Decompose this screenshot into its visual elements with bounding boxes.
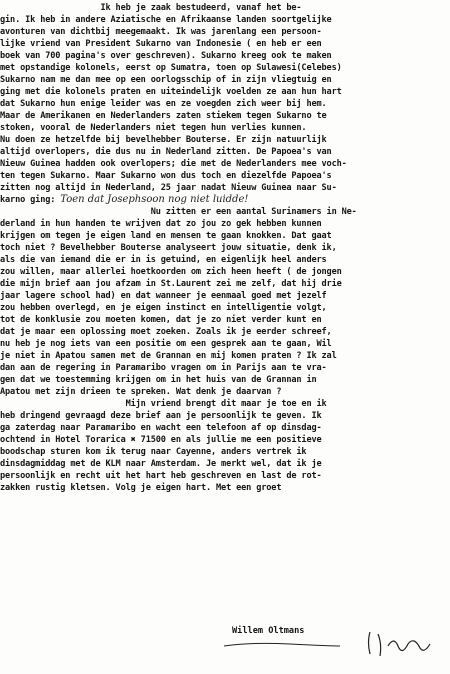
letter-line: toch niet ? Bevelhebber Bouterse analyseert jouw situatie, denk ik, [0, 243, 337, 253]
letter-line: nu heb je nog iets van een positie om een gesprek aan te gaan, Wil [0, 339, 332, 349]
letter-line: dinsdagmiddag met de KLM naar Amsterdam. Je merkt wel, dat ik je [0, 459, 322, 469]
letter-line: Nu zitten er een aantal Surinamers in Ne- [0, 207, 357, 217]
letter-line: ochtend in Hotel Torarica ✖ 71500 en als jullie me een positieve [0, 435, 322, 445]
letter-line: tot de konklusie zou moeten komen, dat je zo niet verder kunt en [0, 315, 322, 325]
letter-line: persoonlijk en recht uit het hart heb geschreven en last de rot- [0, 471, 322, 481]
letter-line: krijgen om tegen je eigen land en mensen te gaan knokken. Dat gaat [0, 231, 332, 241]
letter-line: met opstandige kolonels, eerst op Sumatra, toen op Sulawesi(Celebes) [0, 63, 342, 73]
letter-line: Sukarno nam me dan mee op een oorlogsschip of in zijn vliegtuig en [0, 75, 332, 85]
signature-name: Willem Oltmans [232, 626, 305, 636]
letter-line: zitten nog altijd in Nederland, 25 jaar nadat Nieuw Guinea naar Su- [0, 183, 337, 193]
letter-line: gin. Ik heb in andere Aziatische en Afrikaanse landen soortgelijke [0, 15, 332, 25]
letter-line: heb dringend gevraagd deze brief aan je persoonlijk te geven. Ik [0, 411, 322, 421]
letter-line: zou hebben overlegd, en je eigen instinct en intelligentie volgt, [0, 303, 327, 313]
letter-line: jaar lagere school had) en dat wanneer je eenmaal goed met jezelf [0, 291, 327, 301]
letter-line: ten tegen Sukarno. Maar Sukarno won dus toch en diezelfde Papoea's [0, 171, 332, 181]
letter-line: zakken rustig kletsen. Volg je eigen hart. Met een groet [0, 483, 282, 493]
letter-line: derland in hun handen te wrijven dat zo jou zo gek hebben kunnen [0, 219, 322, 229]
letter-line: boek van 700 pagina's over geschreven). Sukarno kreeg ook te maken [0, 51, 332, 61]
letter-line: boodschap sturen kom ik terug naar Cayenne, anders vertrek ik [0, 447, 307, 457]
typed-letter-body [0, 2, 450, 494]
letter-line: je niet in Apatou samen met de Grannan en mij komen praten ? Ik zal [0, 351, 337, 361]
letter-line: dan aan de regering in Paramaribo vragen om in Parijs aan te vra- [0, 363, 327, 373]
letter-line: Maar de Amerikanen en Nederlanders zaten stiekem tegen Sukarno te [0, 111, 327, 121]
letter-line: zou willen, maar allerlei hoetkoorden om zich heen heeft ( de jongen [0, 267, 342, 277]
letter-line: ga zaterdag naar Paramaribo en wacht een telefoon af op dinsdag- [0, 423, 322, 433]
letter-line [0, 194, 450, 206]
letter-line: Ik heb je zaak bestudeerd, vanaf het be- [0, 3, 302, 13]
letter-line: Mijn vriend brengt dit maar je toe en ik [0, 399, 327, 409]
letter-line: gen dat we toestemming krijgen om in het huis van de Grannan in [0, 375, 317, 385]
letter-line: ging met die kolonels praten en uiteindelijk voelden ze aan hun hart [0, 87, 342, 97]
letter-line: stoken, vooral de Nederlanders niet tegen hun verlies kunnen. [0, 123, 307, 133]
letter-line: dat je maar een oplossing moet zoeken. Zoals ik je eerder schreef, [0, 327, 332, 337]
letter-line: lijke vriend van President Sukarno van Indonesie ( en heb er een [0, 39, 322, 49]
letter-line: Apatou met zijn drieen te spreken. Wat denk je daarvan ? [0, 387, 282, 397]
letter-line: Nieuw Guinea hadden ook overlopers; die met de Nederlanders mee voch- [0, 159, 347, 169]
letter-line-text: karno ging: [0, 195, 61, 205]
letter-line: altijd overlopers, die dus nu in Nederland zitten. De Papoea's van [0, 147, 332, 157]
letter-line: Nu doen ze hetzelfde bij bevelhebber Bouterse. Er zijn natuurlijk [0, 135, 327, 145]
handwritten-note: Toen dat Josephsoon nog niet luidde! [60, 194, 249, 205]
letter-line: avonturen van dichtbij meegemaakt. Ik was jarenlang een persoon- [0, 27, 322, 37]
letter-line: die mijn brief aan jou afzam in St.Laurent zei me zelf, dat hij drie [0, 279, 342, 289]
signature-block [220, 622, 450, 662]
letter-line: als die van iemand die er in is getuind, en eigenlijk heel anders [0, 255, 327, 265]
letter-line: dat Sukarno hun enige leider was en ze voegden zich weer bij hem. [0, 99, 327, 109]
